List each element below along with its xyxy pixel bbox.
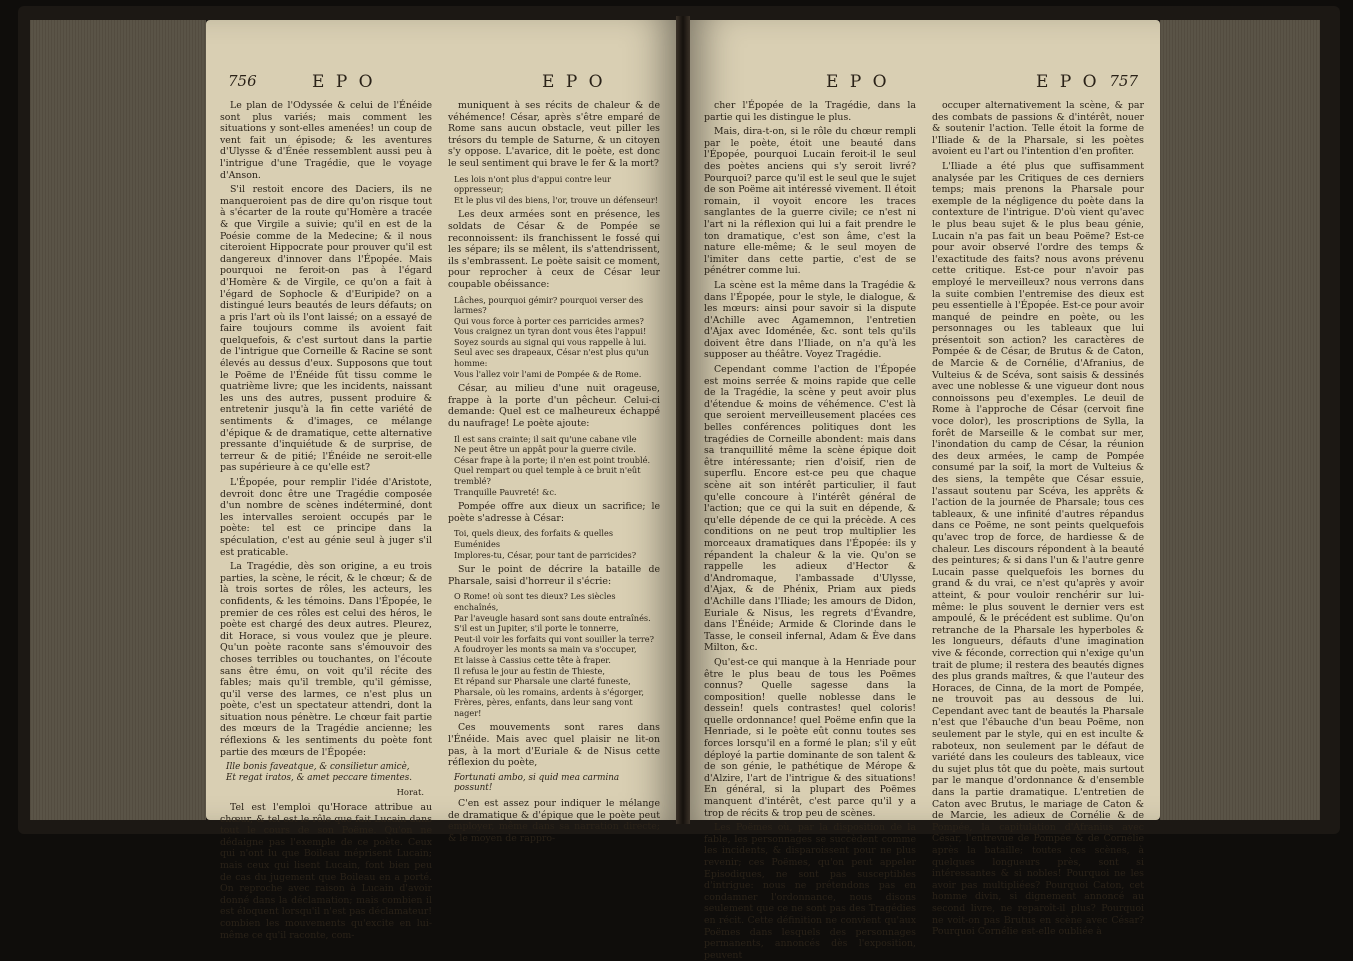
right-header-word-2: E P O xyxy=(1036,72,1100,92)
book-gutter xyxy=(676,16,690,824)
paragraph: cher l'Épopée de la Tragédie, dans la partie qui les distingue le plus. xyxy=(704,100,916,123)
paragraph: Ces mouvements sont rares dans l'Énéide. Mais avec quel plaisir ne lit-on pas, à la mort d'Euriale & de Nisus cette réflexion du poète, xyxy=(448,722,660,769)
right-page-number: 757 xyxy=(1109,72,1138,90)
citation-signature: Horat. xyxy=(396,787,424,798)
right-page-edges xyxy=(1160,20,1320,820)
paragraph: Les deux armées sont en présence, les soldats de César & de Pompée se reconnoissent: ils franchissent le fossé qui les sépare; ils se mêlent, ils s'attendrissent, ils s'embrassent. Le poète saisit ce moment, pour reprocher à ceux de César leur coupable obéissance: xyxy=(448,209,660,290)
paragraph: Cependant comme l'action de l'Épopée est moins serrée & moins rapide que celle de la Tragédie, la scène y peut avoir plus d'étendue & moins de véhémence. C'est là que seroient merveilleusement placées ces belles conférences politiques dont les tragédies de Corneille abondent: mais dans sa tranquillité même la scène épique doit être intéressante; rien d'oisif, rien de superflu. Encore est-ce peu que chaque scène ait son intérêt particulier, il faut qu'elle concoure à l'intérêt général de l'action; que ce qui la suit en dépende, & qu'elle dépende de ce qui la précède. A ces conditions on ne peut trop multiplier les morceaux dramatiques dans l'Épopée: ils y répandent la chaleur & la vie. Qu'on se rappelle les adieux d'Hector & d'Andromaque, l'ambassade d'Ulysse, d'Ajax, & de Phénix, Priam aux pieds d'Achille dans l'Iliade; les amours de Didon, Euriale & Nisus, les regrets d'Évandre, dans l'Énéide; Armide & Clorinde dans le Tasse, le conseil infernal, Adam & Ève dans Milton, &c. xyxy=(704,364,916,654)
right-page xyxy=(690,20,1160,961)
paragraph: Le plan de l'Odyssée & celui de l'Énéide sont plus variés; mais comment les situations y sont-elles amenées! un coup de vent fait un épisode; & les aventures d'Ulysse & d'Énée ressemblent aussi peu à l'intrigue d'une Tragédie, que le voyage d'Anson. xyxy=(220,100,432,181)
verse-quotation: Lâches, pourquoi gémir? pourquoi verser des larmes? Qui vous force à porter ces parricides armes? Vous craignez un tyran dont vous êtes l'appui! Soyez sourds au signal qui vous rappelle à lui. Seul avec ses drapeaux, César n'est plus qu'un homme: Vous l'allez voir l'ami de Pompée & de Rome. xyxy=(454,294,649,379)
paragraph: muniquent à ses récits de chaleur & de véhémence! César, après s'être emparé de Rome sans aucun obstacle, veut piller les trésors du temple de Saturne, & un citoyen s'y oppose. L'avarice, dit le poète, est donc le seul sentiment qui brave le fer & la mort? xyxy=(448,100,660,169)
right-header-word-1: E P O xyxy=(826,72,890,92)
paragraph: C'en est assez pour indiquer le mélange de dramatique & d'épique que le poète peut employer, même dans sa narration directe; & le moyen de rappro- xyxy=(448,798,660,844)
verse-quotation: Fortunati ambo, si quid mea carmina possunt! xyxy=(454,772,620,794)
paragraph: L'Épopée, pour remplir l'idée d'Aristote, devroit donc être une Tragédie composée d'un nombre de scènes indéterminé, dont les intervalles seroient occupés par le poète: tel est ce principe dans la spéculation, c'est au génie seul à juger s'il est praticable. xyxy=(220,477,432,558)
paragraph: La scène est la même dans la Tragédie & dans l'Épopée, pour le style, le dialogue, & les mœurs: ainsi pour savoir si la dispute d'Achille avec Agamemnon, l'entretien d'Ajax avec Idoménée, &c. sont tels qu'ils doivent être dans l'Iliade, on n'a qu'à les supposer au théâtre. Voyez Tragédie. xyxy=(704,279,916,361)
paragraph: occuper alternativement la scène, & par des combats de passions & d'intérêt, nouer & soutenir l'action. Telle étoit la forme de l'Iliade & de la Pharsale, si les poètes avoient eu l'art ou l'intention d'en profiter. xyxy=(932,100,1144,158)
paragraph: Sur le point de décrire la bataille de Pharsale, saisi d'horreur il s'écrie: xyxy=(448,564,660,587)
verse-quotation: Les lois n'ont plus d'appui contre leur oppresseur; Et le plus vil des biens, l'or, trouve un défenseur! xyxy=(454,173,659,205)
verse-quotation: Il est sans crainte; il sait qu'une cabane vile Ne peut être un appât pour la guerre civile. César frape à la porte; il n'en est point troublé. Quel rempart ou quel temple à ce bruit n'eût tremblé? Tranquille Pauvreté! &c. xyxy=(454,433,651,497)
paragraph: S'il restoit encore des Daciers, ils ne manqueroient pas de dire qu'on risque tout à s'écarter de la route qu'Homère a tracée & que Virgile a suivie; qu'il en est de la Poésie comme de la Medecine; & il nous citeroient Hippocrate pour prouver qu'il est dangereux d'innover dans l'Épopée. Mais pourquoi ne feroit-on pas à l'égard d'Homère & de Virgile, ce qu'on a fait à l'égard de Sophocle & d'Euripide? on a distingué leurs beautés de leurs défauts; on a pris l'art où ils l'ont laissé; on a essayé de faire toujours comme ils avoient fait quelquefois, & c'est surtout dans la partie de l'intrigue que Corneille & Racine se sont élevés au dessus d'eux. Supposons que tout le Poëme de l'Énéide fût tissu comme le quatrième livre; que les incidents, naissant les uns des autres, pussent produire & entretenir jusqu'à la fin cette variété de sentiments & d'images, ce mélange d'épique & de dramatique, cette alternative pressante d'inquiétude & de surprise, de terreur & de pitié; l'Énéide ne seroit-elle pas supérieure à ce qu'elle est? xyxy=(220,184,432,474)
left-page-edges xyxy=(30,20,206,820)
paragraph: Pompée offre aux dieux un sacrifice; le poète s'adresse à César: xyxy=(448,501,660,524)
left-column-1 xyxy=(220,100,432,941)
verse-quotation: Toi, quels dieux, des forfaits & quelles Euménides Implores-tu, César, pour tant de parricides? xyxy=(454,528,637,560)
left-header-word-1: E P O xyxy=(312,72,376,92)
left-page xyxy=(206,20,676,941)
right-column-2 xyxy=(932,100,1144,938)
paragraph: César, au milieu d'une nuit orageuse, frappe à la porte d'un pêcheur. Celui-ci demande: Quel est ce malheureux échappé du naufrage! Le poète ajoute: xyxy=(448,383,660,430)
left-page-header xyxy=(222,72,660,98)
left-column-2 xyxy=(448,100,660,844)
right-page-header xyxy=(706,72,1144,98)
left-header-word-2: E P O xyxy=(542,72,606,92)
left-page-number: 756 xyxy=(228,72,257,90)
paragraph: La Tragédie, dès son origine, a eu trois parties, la scène, le récit, & le chœur; & de là trois sortes de rôles, les acteurs, les confidents, & les témoins. Dans l'Épopée, le premier de ces rôles est celui des héros, le poète est chargé des deux autres. Pleurez, dit Horace, si vous voulez que je pleure. Qu'un poète raconte sans s'émouvoir des choses terribles ou touchantes, on l'écoute sans être ému, on voit qu'il récite des fables; mais qu'il tremble, qu'il gémisse, qu'il verse des larmes, ce n'est plus un poète, c'est un spectateur attendri, dont la situation nous pénètre. Le chœur fait partie des mœurs de la Tragédie ancienne; les réflexions & les sentiments du poète font partie des mœurs de l'Épopée: xyxy=(220,561,432,758)
paragraph: Mais, dira-t-on, si le rôle du chœur rempli par le poète, étoit une beauté dans l'Épopée, pourquoi Lucain feroit-il le seul des poètes anciens qui s'y seroit livré? Pourquoi? parce qu'il est le seul que le sujet de son Poëme ait intéressé vivement. Il étoit romain, il voyoit encore les traces sanglantes de la guerre civile; ce n'est ni l'art ni la réflexion qui lui a fait prendre le ton dramatique, c'est son âme, c'est la nature elle-même; & le seul moyen de l'imiter dans cette partie, c'est de se pénétrer comme lui. xyxy=(704,126,916,277)
paragraph: Qu'est-ce qui manque à la Henriade pour être le plus beau de tous les Poëmes connus? Quelle sagesse dans la composition! quelle noblesse dans le dessein! quels contrastes! quel coloris! quelle ordonnance! quel Poëme enfin que la Henriade, si le poète eût connu toutes ses forces lorsqu'il en a formé le plan; s'il y eût déployé la partie dominante de son talent & de son génie, le pathétique de Mérope & d'Alzire, l'art de l'intrigue & des situations! En général, si la plupart des Poëmes manquent d'intérêt, c'est parce qu'il y a trop de récits & trop peu de scènes. xyxy=(704,656,916,819)
paragraph: L'Iliade a été plus que suffisamment analysée par les Critiques de ces derniers temps; mais prenons la Pharsale pour exemple de la négligence du poète dans la contexture de l'intrigue. D'où vient qu'avec le plus beau sujet & le plus beau génie, Lucain n'a pas fait un beau Poëme? Est-ce pour avoir observé l'ordre des temps & l'exactitude des faits? nous avons prévenu cette critique. Est-ce pour n'avoir pas employé le merveilleux? nous verrons dans la suite combien l'entremise des dieux est peu essentielle à l'Épopée. Est-ce pour avoir manqué de peindre en poète, ou les personnages ou les tableaux que lui présentoit son action? les caractères de Pompée & de César, de Brutus & de Caton, de Marcie & de Cornélie, d'Afranius, de Vulteius & de Scéva, sont saisis & dessinés avec une noblesse & une vigueur dont nous connoissons peu d'exemples. Le deuil de Rome à l'approche de César (cervoit fine voce dolor), les proscriptions de Sylla, la forêt de Marseille & le combat sur mer, l'inondation du camp de César, la réunion des deux armées, le camp de Pompée consumé par la soif, la mort de Vulteius & des siens, la tempête que César essuie, l'assaut soutenu par Scéva, les apprêts & l'action de la journée de Pharsale; tous ces tableaux, & une infinité d'autres répandus dans ce Poëme, ne sont peints quelquefois qu'avec trop de force, de hardiesse & de chaleur. Les discours répondent à la beauté des peintures; & si dans l'un & l'autre genre Lucain passe quelquefois les bornes du grand & du vrai, ce n'est qu'après y avoir atteint, & pour vouloir renchérir sur lui-même: le plus souvent le dernier vers est ampoulé, & le précédent est sublime. Qu'on retranche de la Pharsale les hyperboles & les longueurs, défauts d'une imagination vive & féconde, correction qui n'exige qu'un trait de plume; il restera des beautés dignes des plus grands maîtres, & que l'auteur des Horaces, de Cinna, de la mort de Pompée, ne trouvoit pas au dessous de lui. Cependant avec tant de beautés la Pharsale n'est que l'ébauche d'un beau Poëme, non seulement par le style, qui en est inculte & raboteux, non seulement par le défaut de variété dans les couleurs des tableaux, vice du sujet plus tôt que du poète, mais surtout par le manque d'ordonnance & d'ensemble dans la partie dramatique. L'entretien de Caton avec Brutus, le mariage de Caton & de Marcie, les adieux de Cornélie & de Pompée, la capitulation d'Afranius avec César, l'entrevue de Pompée & de Cornélie après la bataille; toutes ces scènes, à quelques longueurs près, sont si intéressantes & si nobles! Pourquoi ne les avoir pas multipliées? Pourquoi Caton, cet homme divin, si dignement annoncé au second livre, ne reparoît-il plus? Pourquoi ne voit-on pas Brutus en scène avec César? Pourquoi Cornélie est-elle oubliée à xyxy=(932,160,1144,938)
verse-quotation: Ille bonis faveatque, & consilietur amicè, Et regat iratos, & amet peccare timentes. xyxy=(226,762,413,783)
paragraph: Tel est l'emploi qu'Horace attribue au chœur, & tel est le rôle que fait Lucain dans tout le cours de son Poëme. Qu'on ne dédaigne pas l'exemple de ce poète. Ceux qui n'ont lu que Boileau méprisent Lucain; mais ceux qui lisent Lucain, font bien peu de cas du jugement que Boileau en a porté. On reproche avec raison à Lucain d'avoir donné dans la déclamation; mais combien il est éloquent lorsqu'il n'est pas déclamateur! combien les mouvements qu'excite en lui-même ce qu'il raconte, com- xyxy=(220,802,432,941)
verse-quotation: O Rome! où sont tes dieux? Les siècles enchaînés, Par l'aveugle hasard sont sans doute entraînés. S'il est un Jupiter, s'il porte le tonnerre, Peut-il voir les forfaits qui vont souiller la terre? A foudroyer les monts sa main va s'occuper, Et laisse à Cassius cette tête à fraper. Il refusa le jour au festin de Thieste, Et répand sur Pharsale une clarté funeste, Pharsale, où les romains, ardents à s'égorger, Frères, pères, enfants, dans leur sang vont nager! xyxy=(454,591,654,718)
paragraph: Les Poëmes où, par la disposition de la fable, les personnages se succèdent comme les incidents, & disparoissent pour ne plus revenir; ces Poëmes, qu'on peut appeler Episodiques, ne sont pas susceptibles d'intrigue: nous ne prétendons pas en condamner l'ordonnance, nous disons seulement que ce ne sont pas des Tragédies en récit. Cette définition ne convient qu'aux Poëmes dans lesquels des personnages permanents, annoncés dès l'exposition, peuvent xyxy=(704,822,916,961)
right-column-1 xyxy=(704,100,916,961)
